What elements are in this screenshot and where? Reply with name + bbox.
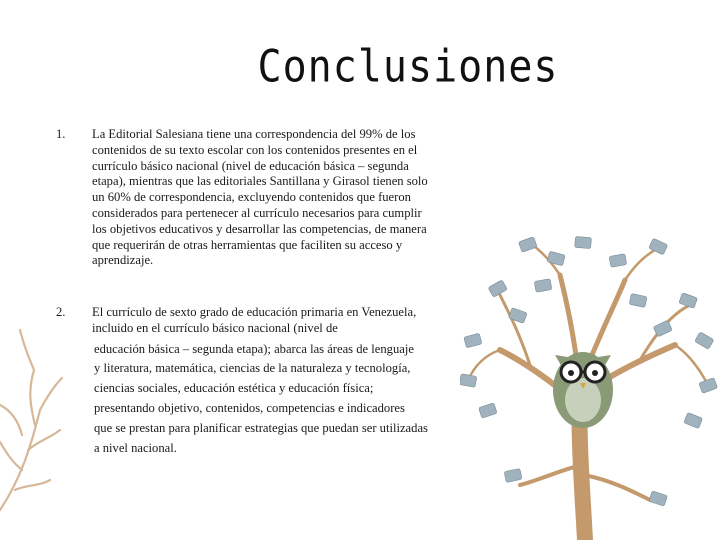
conclusion-line: currículo básico nacional (nivel de educación básica – segunda bbox=[92, 158, 409, 173]
conclusion-line: un 60% de correspondencia, excluyendo contenidos que fueron bbox=[92, 190, 411, 205]
conclusion-line: etapa), mientras que las editoriales Santillana y Girasol tienen solo bbox=[92, 174, 428, 189]
conclusion-line: y literatura, matemática, ciencias de la naturaleza y tecnología, bbox=[94, 361, 411, 376]
conclusion-line: considerados para pertenecer al currículo necesarios para cumplir bbox=[92, 205, 422, 220]
slide-title: Conclusiones bbox=[257, 41, 559, 93]
conclusion-line: contenidos de su texto escolar con los contenidos presentes en el bbox=[92, 142, 418, 157]
conclusion-line: ciencias sociales, educación estética y educación física; bbox=[94, 381, 374, 396]
conclusion-line: La Editorial Salesiana tiene una correspondencia del 99% de los bbox=[92, 127, 416, 141]
conclusion-2-text bbox=[92, 305, 472, 456]
slide-title-container bbox=[0, 41, 720, 93]
bare-branch-illustration bbox=[0, 310, 70, 540]
conclusion-line: El currículo de sexto grado de educación primaria en Venezuela, bbox=[92, 305, 417, 319]
conclusion-line: aprendizaje. bbox=[92, 253, 154, 268]
conclusion-2-number: 2. bbox=[56, 305, 66, 319]
conclusion-line: que se prestan para planificar estrategias que puedan ser utilizadas bbox=[94, 420, 428, 435]
conclusion-line: incluido en el currículo básico nacional (nivel de bbox=[92, 320, 338, 335]
conclusion-line: los objetivos educativos y desarrollar las competencias, de manera bbox=[92, 221, 427, 236]
conclusion-line: que requerirán de otras herramientas que faciliten su acceso y bbox=[92, 237, 403, 252]
conclusion-line: educación básica – segunda etapa); abarca las áreas de lenguaje bbox=[94, 341, 414, 356]
owl-with-glasses-icon bbox=[553, 352, 613, 428]
conclusion-1-number: 1. bbox=[56, 127, 66, 141]
conclusion-1-text bbox=[92, 127, 472, 269]
tree-with-books-illustration bbox=[460, 235, 720, 540]
conclusion-line: presentando objetivo, contenidos, competencias e indicadores bbox=[94, 400, 405, 415]
conclusion-line: a nivel nacional. bbox=[94, 440, 177, 455]
